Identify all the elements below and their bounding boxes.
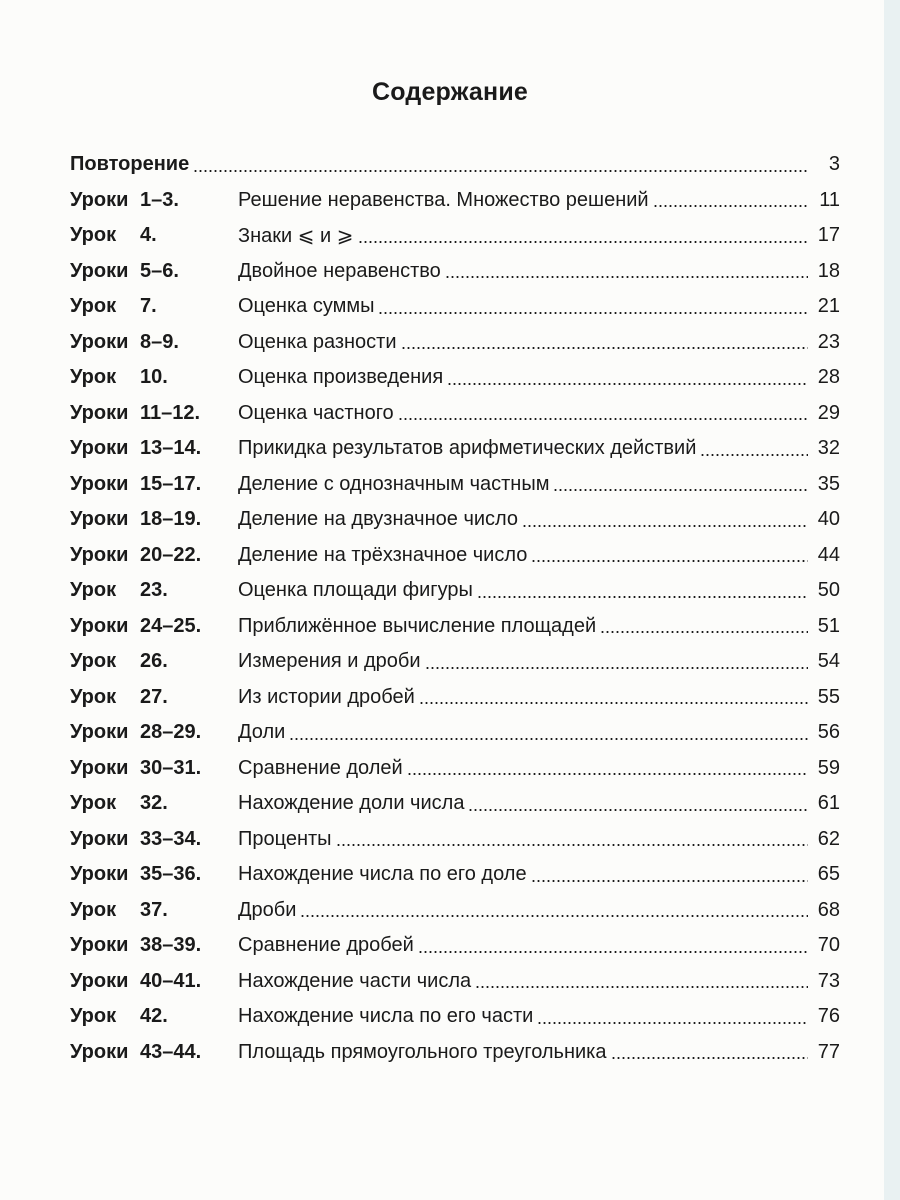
- lesson-kind: Уроки: [70, 756, 129, 779]
- page-number: 18: [817, 259, 840, 282]
- page-number: 50: [817, 579, 840, 602]
- lesson-kind: Урок: [70, 366, 117, 389]
- page-number: 55: [817, 685, 840, 708]
- page-number: 32: [817, 437, 840, 460]
- toc-entry: [70, 467, 840, 503]
- dot-leader: [425, 666, 808, 670]
- lesson-number: 40–41.: [140, 969, 202, 992]
- dot-leader: [407, 772, 808, 776]
- dot-leader: [477, 595, 808, 599]
- lesson-number: 23.: [140, 579, 168, 602]
- dot-leader: [600, 630, 808, 634]
- dot-leader: [611, 1056, 809, 1060]
- dot-leader: [475, 985, 808, 989]
- lesson-kind: Урок: [70, 224, 117, 247]
- entry-topic: Нахождение числа по его части: [238, 1005, 534, 1028]
- lesson-number: 35–36.: [140, 863, 202, 886]
- dot-leader: [700, 453, 808, 457]
- lesson-kind: Уроки: [70, 1040, 129, 1063]
- lesson-number: 13–14.: [140, 437, 202, 460]
- lesson-number: 37.: [140, 898, 168, 921]
- entry-topic: Оценка площади фигуры: [238, 579, 473, 602]
- toc-entry: [70, 680, 840, 716]
- lesson-kind: Уроки: [70, 969, 129, 992]
- lesson-number: 32.: [140, 792, 168, 815]
- entry-topic: Площадь прямоугольного треугольника: [238, 1040, 607, 1063]
- lesson-number: 8–9.: [140, 330, 179, 353]
- entry-topic: Повторение: [70, 153, 190, 176]
- entry-topic: Деление на двузначное число: [238, 508, 519, 531]
- entry-topic: Нахождение части числа: [238, 969, 472, 992]
- entry-topic: Измерения и дроби: [238, 650, 421, 673]
- toc-entry: [70, 715, 840, 751]
- dot-leader: [531, 559, 808, 563]
- page-number: 56: [817, 721, 840, 744]
- page-number: 61: [817, 792, 840, 815]
- lesson-number: 1–3.: [140, 188, 179, 211]
- lesson-number: 24–25.: [140, 614, 202, 637]
- page-number: 59: [817, 756, 840, 779]
- toc-entry: [70, 183, 840, 219]
- toc-entry: [70, 928, 840, 964]
- page-number: 29: [817, 401, 840, 424]
- page-number: 76: [817, 1005, 840, 1028]
- toc-entry: [70, 964, 840, 1000]
- page-number: 28: [817, 366, 840, 389]
- lesson-number: 38–39.: [140, 934, 202, 957]
- toc-entry: [70, 396, 840, 432]
- toc-entry: [70, 538, 840, 574]
- dot-leader: [378, 311, 808, 315]
- lesson-number: 42.: [140, 1005, 168, 1028]
- dot-leader: [193, 169, 808, 173]
- dot-leader: [289, 737, 808, 741]
- entry-topic: Доли: [238, 721, 286, 744]
- entry-topic: Прикидка результатов арифметических действий: [238, 437, 697, 460]
- toc-entry: [70, 360, 840, 396]
- page-number: 40: [817, 508, 840, 531]
- page-number: 73: [817, 969, 840, 992]
- entry-topic: Нахождение числа по его доле: [238, 863, 527, 886]
- toc-entry: [70, 751, 840, 787]
- page-title: Содержание: [371, 78, 529, 106]
- dot-leader: [358, 240, 808, 244]
- entry-topic: Проценты: [238, 827, 332, 850]
- toc-entry: [70, 999, 840, 1035]
- lesson-number: 15–17.: [140, 472, 202, 495]
- toc-entry: [70, 644, 840, 680]
- page-number: 51: [817, 614, 840, 637]
- lesson-kind: Уроки: [70, 508, 129, 531]
- lesson-kind: Уроки: [70, 401, 129, 424]
- page-number: 21: [817, 295, 840, 318]
- entry-topic: Приближённое вычисление площадей: [238, 614, 597, 637]
- lesson-number: 18–19.: [140, 508, 202, 531]
- lesson-kind: Урок: [70, 579, 117, 602]
- toc-entry: [70, 893, 840, 929]
- entry-topic: Оценка произведения: [238, 366, 444, 389]
- entry-topic: Оценка частного: [238, 401, 394, 424]
- entry-topic: Решение неравенства. Множество решений: [238, 188, 649, 211]
- table-of-contents: [70, 147, 840, 1070]
- dot-leader: [398, 417, 808, 421]
- toc-entry: [70, 289, 840, 325]
- lesson-kind: Уроки: [70, 863, 129, 886]
- toc-entry: [70, 822, 840, 858]
- entry-topic: Сравнение дробей: [238, 934, 414, 957]
- dot-leader: [336, 843, 808, 847]
- lesson-number: 33–34.: [140, 827, 202, 850]
- lesson-kind: Урок: [70, 650, 117, 673]
- toc-entry: [70, 786, 840, 822]
- lesson-kind: Уроки: [70, 330, 129, 353]
- toc-entry: [70, 573, 840, 609]
- lesson-number: 28–29.: [140, 721, 202, 744]
- dot-leader: [653, 204, 808, 208]
- page-number: 68: [817, 898, 840, 921]
- dot-leader: [553, 488, 808, 492]
- lesson-kind: Уроки: [70, 543, 129, 566]
- lesson-number: 20–22.: [140, 543, 202, 566]
- page-number: 11: [819, 188, 840, 211]
- lesson-number: 7.: [140, 295, 157, 318]
- page-number: 3: [828, 153, 840, 176]
- lesson-kind: Урок: [70, 792, 117, 815]
- dot-leader: [531, 879, 808, 883]
- dot-leader: [419, 701, 808, 705]
- entry-topic: Из истории дробей: [238, 685, 415, 708]
- lesson-number: 30–31.: [140, 756, 202, 779]
- page-number: 62: [817, 827, 840, 850]
- toc-entry: [70, 254, 840, 290]
- lesson-number: 11–12.: [140, 401, 201, 424]
- lesson-kind: Уроки: [70, 437, 129, 460]
- entry-topic: Знаки ⩽ и ⩾: [238, 225, 354, 248]
- entry-topic: Нахождение доли числа: [238, 792, 465, 815]
- dot-leader: [445, 275, 808, 279]
- page-number: 23: [817, 330, 840, 353]
- lesson-kind: Урок: [70, 1005, 117, 1028]
- dot-leader: [418, 950, 808, 954]
- toc-entry: [70, 857, 840, 893]
- page-number: 70: [817, 934, 840, 957]
- dot-leader: [447, 382, 808, 386]
- entry-topic: Деление с однозначным частным: [238, 472, 550, 495]
- dot-leader: [537, 1021, 808, 1025]
- toc-entry: [70, 325, 840, 361]
- lesson-kind: Уроки: [70, 259, 129, 282]
- entry-topic: Дроби: [238, 898, 297, 921]
- toc-entry: [70, 609, 840, 645]
- lesson-kind: Уроки: [70, 827, 129, 850]
- page-number: 65: [817, 863, 840, 886]
- entry-topic: Оценка разности: [238, 330, 397, 353]
- dot-leader: [300, 914, 808, 918]
- page-number: 17: [817, 224, 840, 247]
- lesson-kind: Урок: [70, 898, 117, 921]
- entry-topic: Двойное неравенство: [238, 259, 441, 282]
- lesson-kind: Уроки: [70, 934, 129, 957]
- lesson-kind: Уроки: [70, 472, 129, 495]
- toc-entry: [70, 1035, 840, 1071]
- page-number: 35: [817, 472, 840, 495]
- page-number: 54: [817, 650, 840, 673]
- page-number: 44: [817, 543, 840, 566]
- lesson-kind: Уроки: [70, 188, 129, 211]
- lesson-number: 27.: [140, 685, 168, 708]
- entry-topic: Деление на трёхзначное число: [238, 543, 528, 566]
- toc-entry: [70, 147, 840, 183]
- lesson-number: 4.: [140, 224, 157, 247]
- page-number: 77: [817, 1040, 840, 1063]
- toc-entry: [70, 218, 840, 254]
- dot-leader: [401, 346, 808, 350]
- lesson-kind: Урок: [70, 295, 117, 318]
- lesson-number: 10.: [140, 366, 168, 389]
- lesson-kind: Уроки: [70, 721, 129, 744]
- lesson-kind: Урок: [70, 685, 117, 708]
- dot-leader: [468, 808, 808, 812]
- lesson-number: 26.: [140, 650, 168, 673]
- entry-topic: Оценка суммы: [238, 295, 375, 318]
- toc-entry: [70, 431, 840, 467]
- lesson-number: 43–44.: [140, 1040, 202, 1063]
- lesson-kind: Уроки: [70, 614, 129, 637]
- dot-leader: [522, 524, 808, 528]
- entry-topic: Сравнение долей: [238, 756, 403, 779]
- lesson-number: 5–6.: [140, 259, 179, 282]
- toc-entry: [70, 502, 840, 538]
